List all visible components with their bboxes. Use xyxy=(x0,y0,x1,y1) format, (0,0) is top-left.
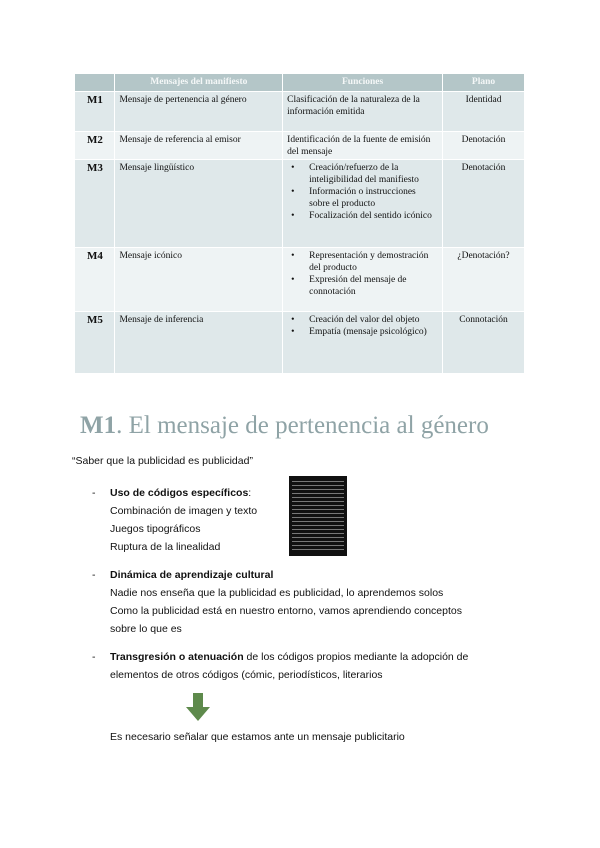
heading-text: . El mensaje de pertenencia al género xyxy=(116,412,489,439)
row-plano: Connotación xyxy=(443,311,525,373)
row-mensaje: Mensaje icónico xyxy=(115,247,283,311)
transgresion-rest: de los códigos propios mediante la adopción de xyxy=(243,651,469,663)
intro-quote: “Saber que la publicidad es publicidad” xyxy=(72,455,253,467)
poster-thumbnail xyxy=(289,476,347,556)
funcion-item: • Focalización del sentido icónico xyxy=(287,210,438,222)
row-plano: Denotación xyxy=(443,131,525,159)
row-plano: Identidad xyxy=(443,91,525,131)
funcion-item: • Creación del valor del objeto xyxy=(287,314,438,326)
row-funciones xyxy=(283,247,443,311)
row-mensaje: Mensaje lingüístico xyxy=(115,159,283,247)
table-row xyxy=(75,311,525,373)
codigos-line: Ruptura de la linealidad xyxy=(110,541,221,553)
dash-marker: - xyxy=(92,651,96,663)
row-mensaje: Mensaje de referencia al emisor xyxy=(115,131,283,159)
row-code: M2 xyxy=(75,131,115,159)
header-code xyxy=(75,74,115,91)
dinamica-line: sobre lo que es xyxy=(110,623,182,635)
row-funciones xyxy=(283,91,443,131)
dinamica-title: Dinámica de aprendizaje cultural xyxy=(110,569,274,581)
transgresion-line: elementos de otros códigos (cómic, periodísticos, literarios xyxy=(110,669,383,681)
dinamica-line: Como la publicidad está en nuestro entorno, vamos aprendiendo conceptos xyxy=(110,605,462,617)
funcion-item: • Creación/refuerzo de la inteligibilidad del manifiesto xyxy=(287,162,438,186)
row-plano: ¿Denotación? xyxy=(443,247,525,311)
row-mensaje: Mensaje de inferencia xyxy=(115,311,283,373)
funcion-text: Identificación de la fuente de emisión del mensaje xyxy=(287,134,431,157)
dash-marker: - xyxy=(92,487,96,499)
table-header-row xyxy=(75,74,525,91)
row-code: M1 xyxy=(75,91,115,131)
header-funciones: Funciones xyxy=(283,74,443,91)
dash-marker: - xyxy=(92,569,96,581)
dinamica-line: Nadie nos enseña que la publicidad es publicidad, lo aprendemos solos xyxy=(110,587,444,599)
down-arrow-icon xyxy=(186,693,210,721)
conclusion-text: Es necesario señalar que estamos ante un mensaje publicitario xyxy=(110,731,405,743)
row-code: M4 xyxy=(75,247,115,311)
codigos-colon: : xyxy=(248,487,252,499)
funcion-item: • Empatía (mensaje psicológico) xyxy=(287,326,438,338)
table-row xyxy=(75,247,525,311)
row-code: M3 xyxy=(75,159,115,247)
table-row xyxy=(75,131,525,159)
row-plano: Denotación xyxy=(443,159,525,247)
header-plano: Plano xyxy=(443,74,525,91)
table-row xyxy=(75,159,525,247)
codigos-line: Juegos tipográficos xyxy=(110,523,201,535)
manifest-messages-table xyxy=(75,74,525,373)
heading-code: M1 xyxy=(80,412,117,439)
funcion-text: Clasificación de la naturaleza de la información emitida xyxy=(287,94,420,117)
row-code: M5 xyxy=(75,311,115,373)
header-mensajes: Mensajes del manifiesto xyxy=(115,74,283,91)
funcion-item: • Expresión del mensaje de connotación xyxy=(287,274,438,298)
codigos-title: Uso de códigos específicos xyxy=(110,487,249,499)
row-mensaje: Mensaje de pertenencia al género xyxy=(115,91,283,131)
row-funciones xyxy=(283,311,443,373)
table-row xyxy=(75,91,525,131)
funcion-item: • Representación y demostración del producto xyxy=(287,250,438,274)
row-funciones xyxy=(283,131,443,159)
funcion-item: • Información o instrucciones sobre el producto xyxy=(287,186,438,210)
transgresion-title: Transgresión o atenuación xyxy=(110,651,244,663)
section-dinamica xyxy=(92,566,462,638)
section-heading xyxy=(80,412,489,440)
section-codigos xyxy=(92,484,257,556)
section-transgresion xyxy=(92,648,468,684)
row-funciones xyxy=(283,159,443,247)
codigos-line: Combinación de imagen y texto xyxy=(110,505,258,517)
